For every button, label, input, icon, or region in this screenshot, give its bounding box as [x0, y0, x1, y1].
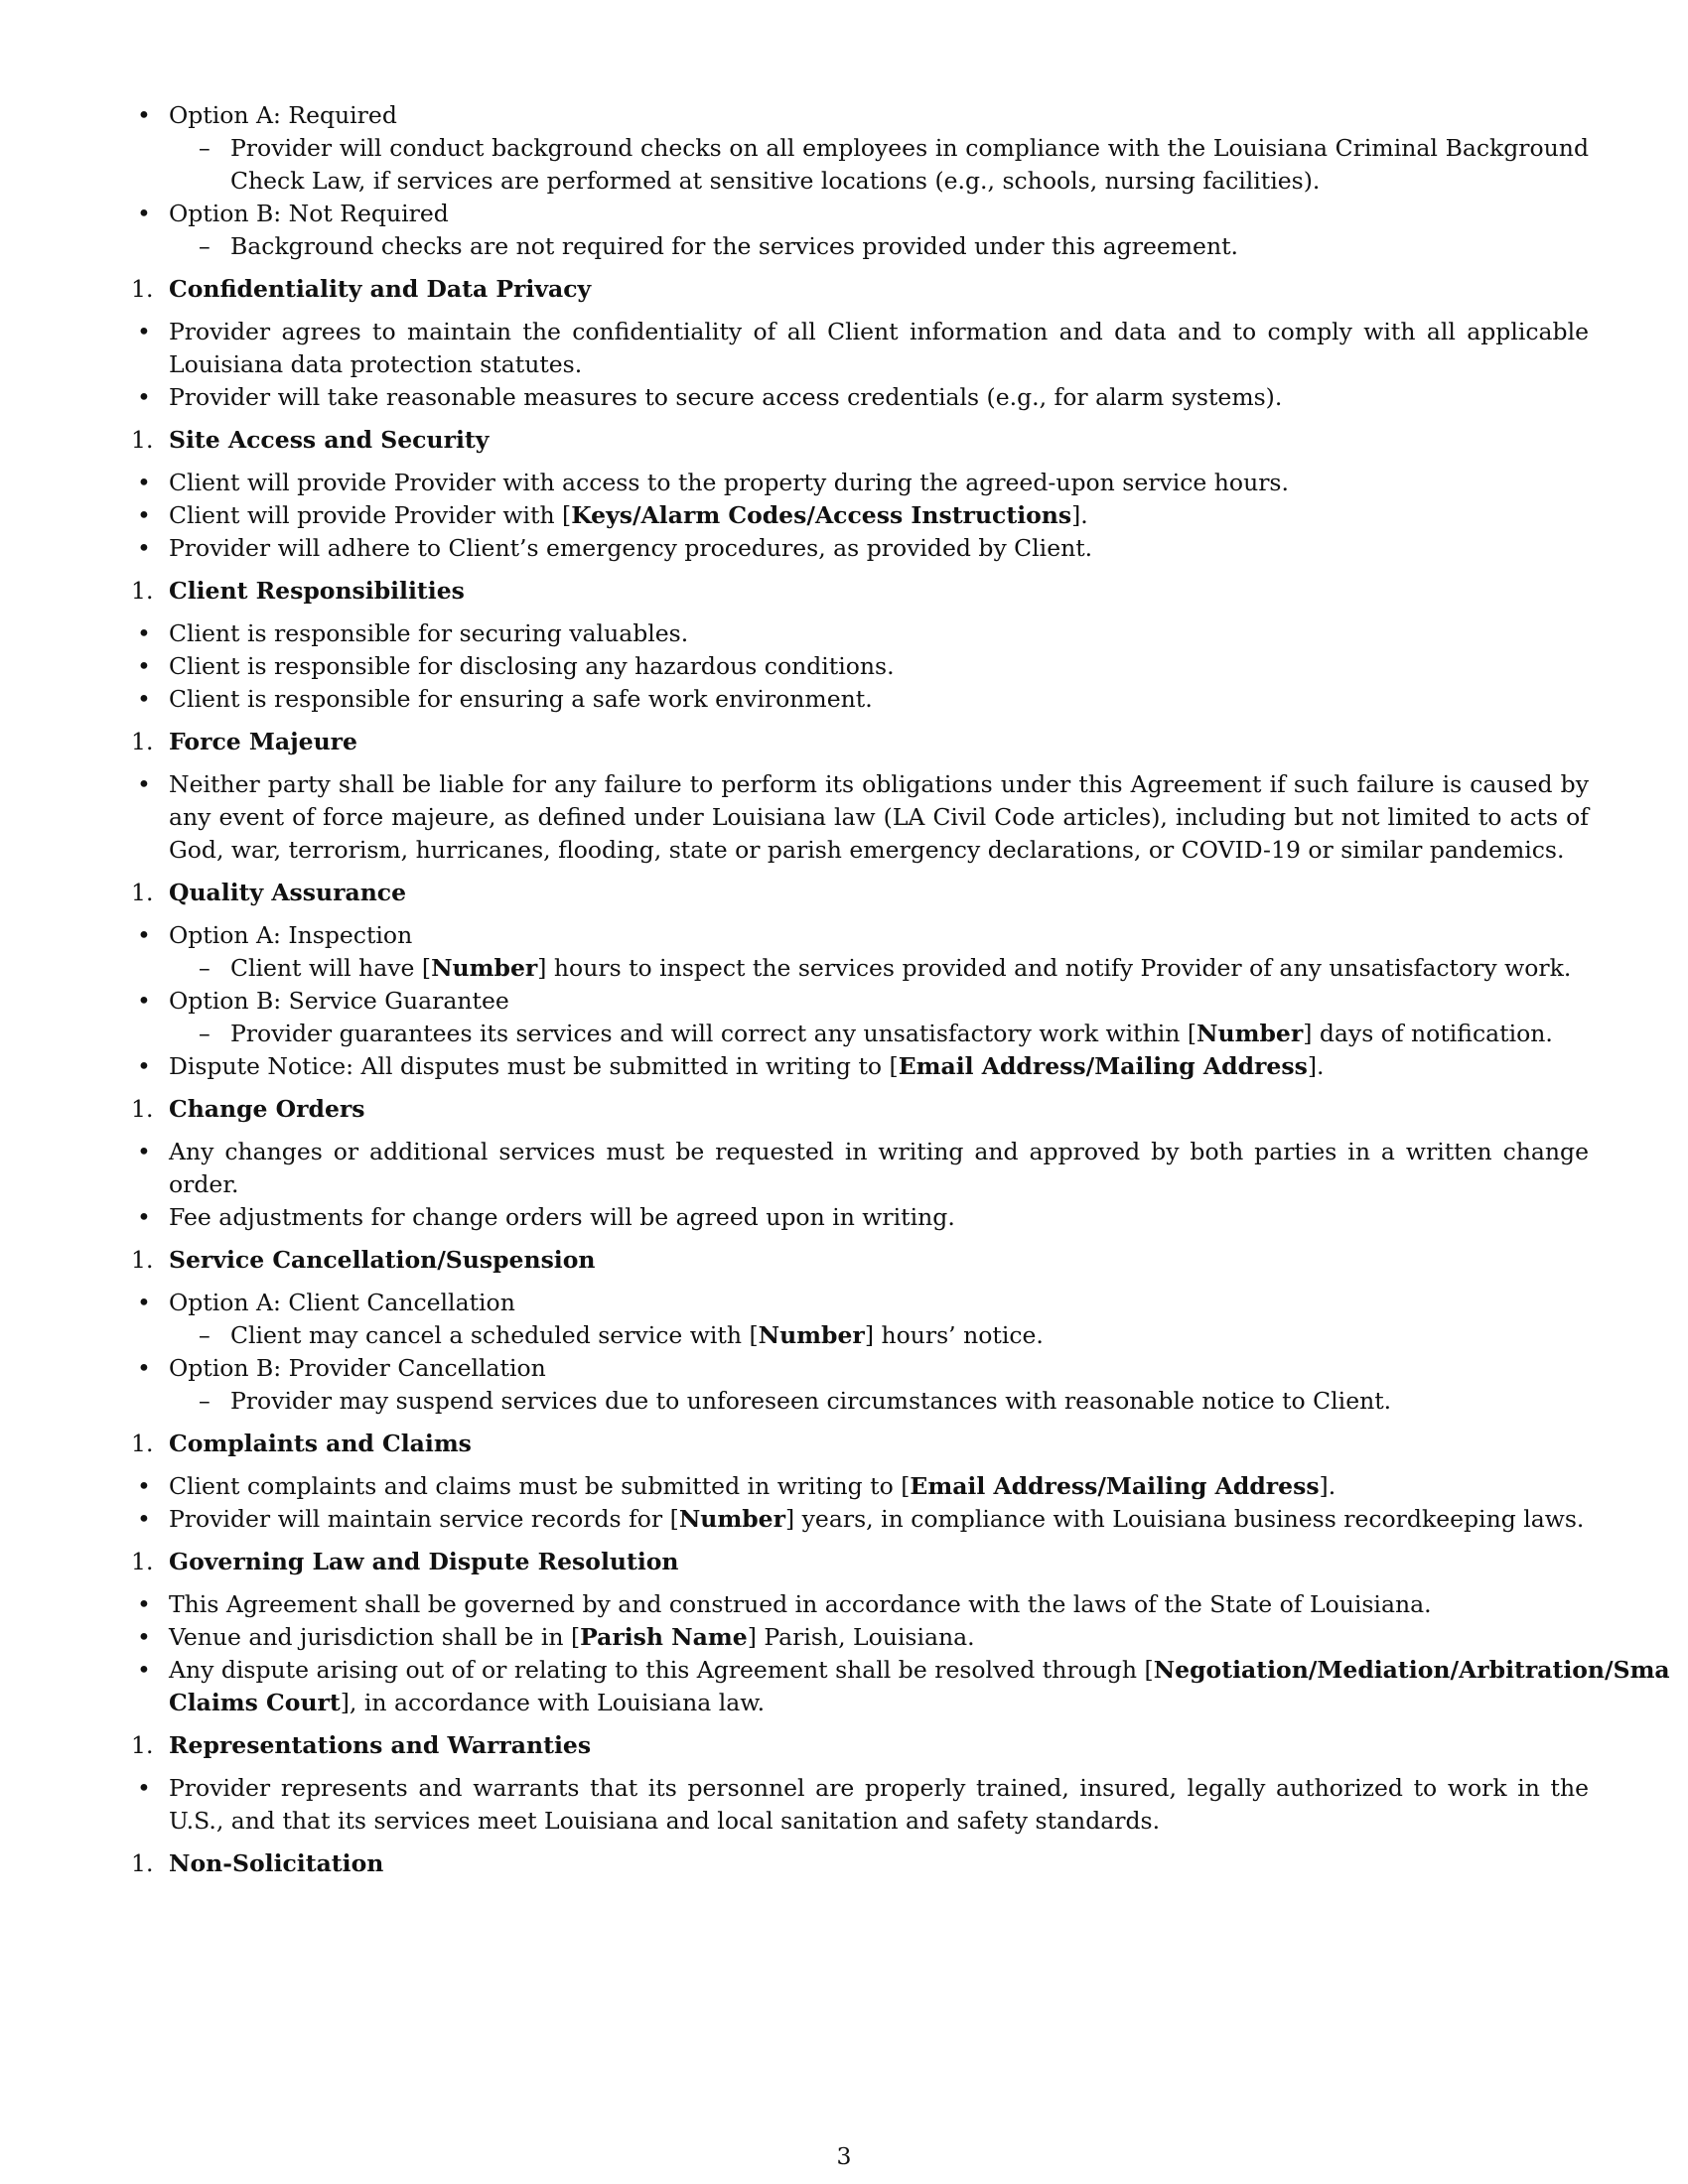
placeholder-email: Email Address/Mailing Address: [898, 1052, 1308, 1080]
list-item: • Venue and jurisdiction shall be in [Parish Name] Parish, Louisiana.: [131, 1621, 1589, 1654]
list-item: • Option A: Client Cancellation – Client may cancel a scheduled service with [Number] hours’ notice.: [131, 1287, 1589, 1352]
placeholder-email: Email Address/Mailing Address: [910, 1472, 1320, 1500]
placeholder-claims-court: Claims Court: [169, 1689, 341, 1716]
section-heading-site-access: 1. Site Access and Security: [131, 426, 490, 454]
page-number: 3: [836, 2142, 852, 2170]
list-item: • Client complaints and claims must be submitted in writing to [Email Address/Mailing Address].: [131, 1470, 1589, 1503]
list-item: – Client will have [Number] hours to inspect the services provided and notify Provider of any unsatisfactory work.: [169, 952, 1589, 985]
list-item: – Provider may suspend services due to unforeseen circumstances with reasonable notice to Client.: [169, 1385, 1589, 1418]
confidentiality-list: [131, 316, 1589, 414]
list-item: • Fee adjustments for change orders will be agreed upon in writing.: [131, 1201, 1589, 1234]
section-heading-representations: 1. Representations and Warranties: [131, 1731, 592, 1759]
list-item: • Provider will take reasonable measures to secure access credentials (e.g., for alarm systems).: [131, 381, 1589, 414]
list-item: • Provider will adhere to Client’s emergency procedures, as provided by Client.: [131, 532, 1589, 565]
list-item: • Provider will maintain service records for [Number] years, in compliance with Louisiana business recordkeeping laws.: [131, 1503, 1589, 1536]
complaints-list: [131, 1470, 1589, 1536]
governing-law-list: [131, 1588, 1670, 1719]
placeholder-number: Number: [758, 1321, 865, 1349]
section-heading-confidentiality: 1. Confidentiality and Data Privacy: [131, 275, 592, 303]
document-page: [131, 99, 1670, 1890]
list-item: • Client is responsible for disclosing any hazardous conditions.: [131, 650, 1589, 683]
section-heading-client-responsibilities: 1. Client Responsibilities: [131, 577, 465, 605]
site-access-list: [131, 467, 1589, 565]
list-item: • Client is responsible for securing valuables.: [131, 617, 1589, 650]
client-responsibilities-list: [131, 617, 1589, 716]
list-item: – Client may cancel a scheduled service with [Number] hours’ notice.: [169, 1319, 1589, 1352]
list-item: • This Agreement shall be governed by and construed in accordance with the laws of the State of Louisiana.: [131, 1588, 1589, 1621]
list-item: • Client is responsible for ensuring a safe work environment.: [131, 683, 1589, 716]
option-b-label: Option B: Not Required: [169, 200, 449, 227]
background-check-options: [131, 99, 1589, 263]
list-item: • Neither party shall be liable for any failure to perform its obligations under this Agreement if such failure is caused by any event of force majeure, as defined under Louisiana law (LA Civil Code articles), including but not limited to acts of God, war, terrorism, hurricanes, flooding, state or parish emergency declarations, or COVID-19 or similar pandemics.: [131, 768, 1589, 867]
list-item: [131, 99, 1589, 198]
section-heading-cancellation: 1. Service Cancellation/Suspension: [131, 1246, 596, 1274]
list-item: • Provider represents and warrants that its personnel are properly trained, insured, legally authorized to work in the U.S., and that its services meet Louisiana and local sanitation and safety standards.: [131, 1772, 1589, 1838]
force-majeure-list: [131, 768, 1589, 867]
placeholder-number: Number: [1196, 1020, 1304, 1047]
placeholder-number: Number: [431, 954, 538, 982]
list-item: • Option B: Service Guarantee – Provider guarantees its services and will correct any unsatisfactory work within [Number] days of notification.: [131, 985, 1589, 1050]
list-item: • Any dispute arising out of or relating to this Agreement shall be resolved through [Negotiation/Mediation/Arbitration/Sma Claims Court], in accordance with Louisiana law.: [131, 1654, 1589, 1719]
placeholder-keys: Keys/Alarm Codes/Access Instructions: [571, 501, 1072, 529]
list-item: • Client will provide Provider with access to the property during the agreed-upon service hours.: [131, 467, 1589, 499]
section-heading-quality-assurance: 1. Quality Assurance: [131, 879, 407, 906]
option-a-detail: – Provider will conduct background checks on all employees in compliance with the Louisiana Criminal Background Check Law, if services are performed at sensitive locations (e.g., schools, nursing facilities).: [169, 132, 1589, 198]
placeholder-parish: Parish Name: [580, 1623, 748, 1651]
option-a-label: Option A: Required: [169, 101, 397, 129]
section-heading-non-solicitation: 1. Non-Solicitation: [131, 1849, 384, 1877]
cancellation-list: [131, 1287, 1589, 1418]
quality-assurance-list: [131, 919, 1589, 1083]
list-item: • Dispute Notice: All disputes must be submitted in writing to [Email Address/Mailing Address].: [131, 1050, 1589, 1083]
list-item: – Provider guarantees its services and will correct any unsatisfactory work within [Number] days of notification.: [169, 1018, 1589, 1050]
list-item: • Provider agrees to maintain the confidentiality of all Client information and data and to comply with all applicable Louisiana data protection statutes.: [131, 316, 1589, 381]
option-b-detail: – Background checks are not required for the services provided under this agreement.: [169, 230, 1589, 263]
placeholder-number: Number: [678, 1505, 786, 1533]
list-item: • Any changes or additional services must be requested in writing and approved by both parties in a written change order.: [131, 1136, 1589, 1201]
representations-list: [131, 1772, 1589, 1838]
section-heading-governing-law: 1. Governing Law and Dispute Resolution: [131, 1548, 679, 1575]
change-orders-list: [131, 1136, 1589, 1234]
list-item: • Client will provide Provider with [Keys/Alarm Codes/Access Instructions].: [131, 499, 1589, 532]
placeholder-resolution: Negotiation/Mediation/Arbitration/Sma: [1153, 1656, 1670, 1684]
list-item: • Option A: Inspection – Client will have [Number] hours to inspect the services provided and notify Provider of any unsatisfactory work.: [131, 919, 1589, 985]
list-item: [131, 198, 1589, 263]
list-item: • Option B: Provider Cancellation – Provider may suspend services due to unforeseen circumstances with reasonable notice to Client.: [131, 1352, 1589, 1418]
section-heading-complaints: 1. Complaints and Claims: [131, 1430, 472, 1457]
section-heading-force-majeure: 1. Force Majeure: [131, 728, 358, 755]
section-heading-change-orders: 1. Change Orders: [131, 1095, 365, 1123]
